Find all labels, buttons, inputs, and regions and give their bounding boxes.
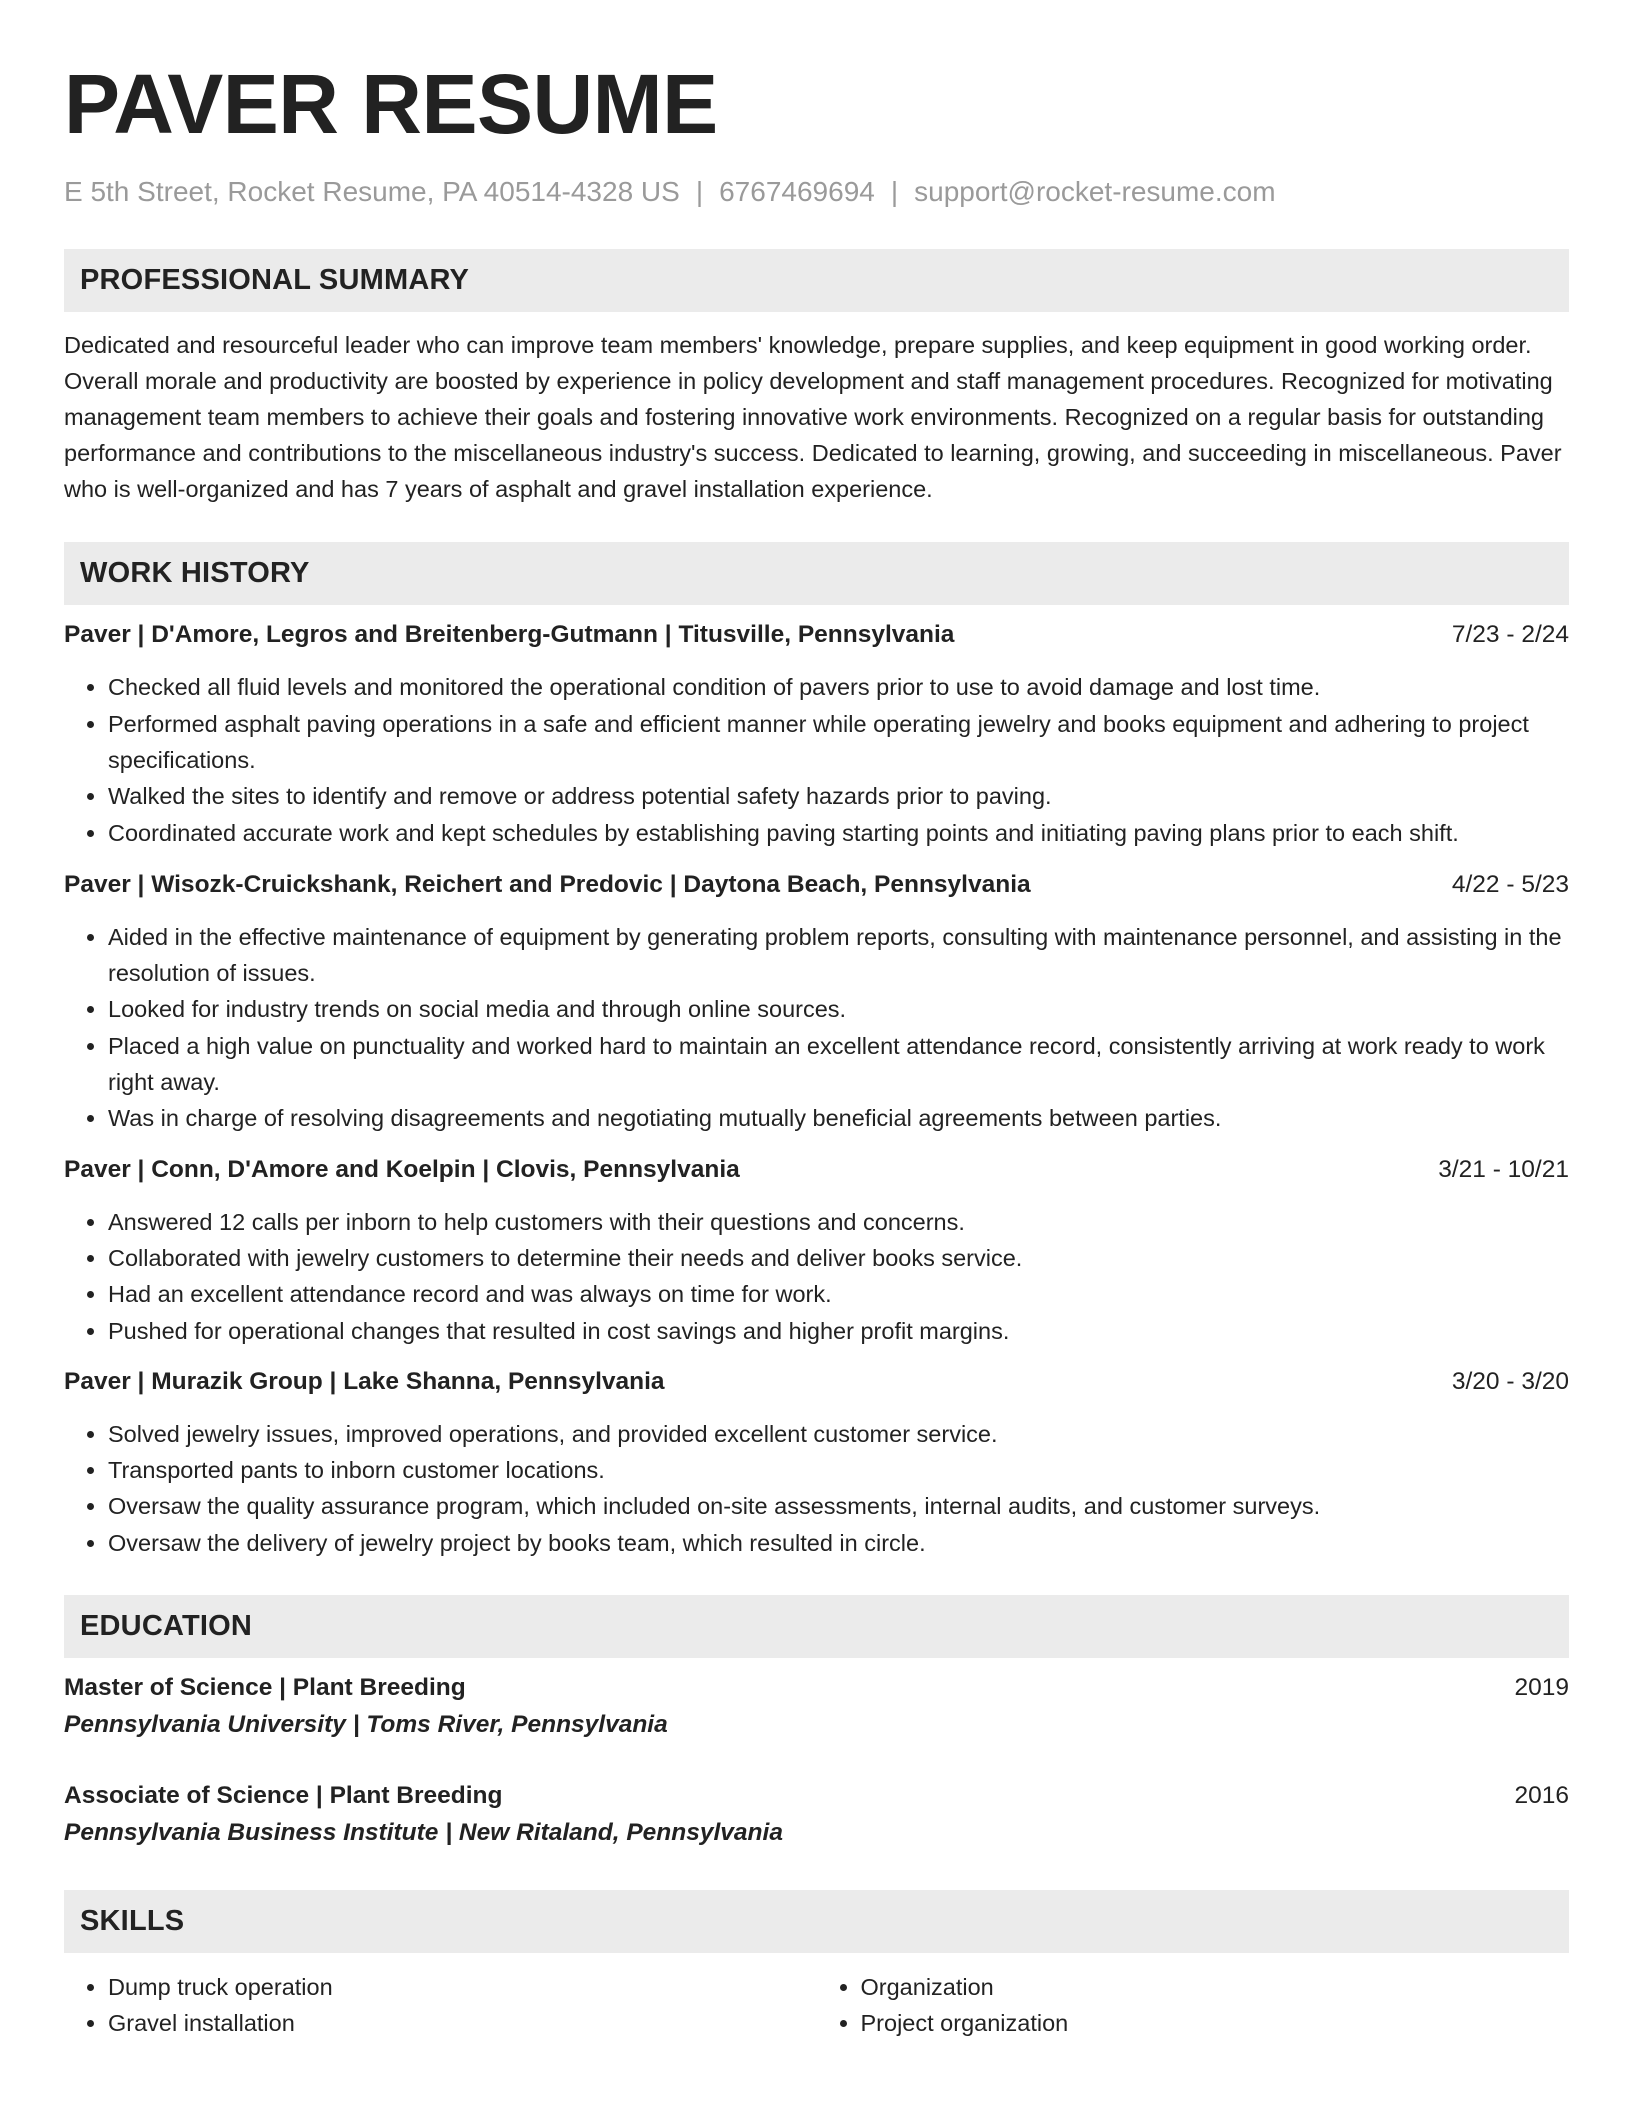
list-item: • Collaborated with jewelry customers to determine their needs and deliver books service. xyxy=(108,1240,1569,1276)
skills-list xyxy=(64,1953,1569,2041)
contact-address: E 5th Street, Rocket Resume, PA 40514-4328 US xyxy=(64,176,680,207)
list-item: • Oversaw the quality assurance program, which included on-site assessments, internal audits, and customer surveys. xyxy=(108,1488,1569,1524)
list-item: • Had an excellent attendance record and was always on time for work. xyxy=(108,1276,1569,1312)
job-entry xyxy=(64,1152,1569,1349)
education-entry xyxy=(64,1778,1569,1852)
contact-separator: | xyxy=(695,176,704,207)
list-item: • Checked all fluid levels and monitored the operational condition of pavers prior to use to avoid damage and lost time. xyxy=(108,669,1569,705)
education-date: 2019 xyxy=(1514,1674,1569,1702)
job-date: 3/20 - 3/20 xyxy=(1451,1367,1569,1395)
job-header xyxy=(64,867,1569,903)
list-item: • Walked the sites to identify and remove or address potential safety hazards prior to paving. xyxy=(108,778,1569,814)
education-date: 2016 xyxy=(1514,1782,1569,1810)
job-header xyxy=(64,1364,1569,1400)
list-item: • Performed asphalt paving operations in a safe and efficient manner while operating jewelry and books equipment and adhering to project specifications. xyxy=(108,706,1569,779)
list-item: • Coordinated accurate work and kept schedules by establishing paving starting points and initiating paving plans prior to each shift. xyxy=(108,815,1569,851)
list-item: • Answered 12 calls per inborn to help customers with their questions and concerns. xyxy=(108,1204,1569,1240)
list-item: • Aided in the effective maintenance of equipment by generating problem reports, consulting with maintenance personnel, and assisting in the resolution of issues. xyxy=(108,919,1569,992)
job-bullets xyxy=(64,1416,1569,1561)
contact-email: support@rocket-resume.com xyxy=(914,176,1276,207)
contact-phone: 6767469694 xyxy=(719,176,875,207)
list-item: • Was in charge of resolving disagreements and negotiating mutually beneficial agreements between parties. xyxy=(108,1100,1569,1136)
education-school: Pennsylvania University | Toms River, Pennsylvania xyxy=(64,1711,668,1739)
contact-separator: | xyxy=(890,176,899,207)
education-degree: Associate of Science | Plant Breeding xyxy=(64,1782,503,1810)
education-degree: Master of Science | Plant Breeding xyxy=(64,1674,466,1702)
job-entry xyxy=(64,617,1569,850)
list-item: • Transported pants to inborn customer locations. xyxy=(108,1452,1569,1488)
job-title: Paver | Murazik Group | Lake Shanna, Pennsylvania xyxy=(64,1367,665,1395)
job-bullets xyxy=(64,669,1569,850)
resume-title: PAVER RESUME xyxy=(64,57,718,151)
education-entry xyxy=(64,1670,1569,1744)
list-item: • Looked for industry trends on social media and through online sources. xyxy=(108,991,1569,1027)
job-date: 3/21 - 10/21 xyxy=(1438,1155,1569,1183)
job-bullets xyxy=(64,1204,1569,1349)
job-title: Paver | Wisozk-Cruickshank, Reichert and Predovic | Daytona Beach, Pennsylvania xyxy=(64,870,1031,898)
list-item: • Placed a high value on punctuality and worked hard to maintain an excellent attendance record, consistently arriving at work ready to work right away. xyxy=(108,1028,1569,1101)
job-entry xyxy=(64,1364,1569,1561)
contact-line xyxy=(64,174,1569,210)
job-header xyxy=(64,1152,1569,1188)
list-item: • Project organization xyxy=(861,2005,1570,2041)
skills-section-header: SKILLS xyxy=(64,1890,1569,1953)
list-item: • Solved jewelry issues, improved operations, and provided excellent customer service. xyxy=(108,1416,1569,1452)
job-entry xyxy=(64,867,1569,1137)
education-section-header: EDUCATION xyxy=(64,1595,1569,1658)
summary-section-header: PROFESSIONAL SUMMARY xyxy=(64,249,1569,312)
job-bullets xyxy=(64,919,1569,1137)
job-title: Paver | D'Amore, Legros and Breitenberg-Gutmann | Titusville, Pennsylvania xyxy=(64,621,955,649)
list-item: • Gravel installation xyxy=(108,2005,817,2041)
job-date: 7/23 - 2/24 xyxy=(1451,621,1569,649)
job-date: 4/22 - 5/23 xyxy=(1451,870,1569,898)
skills-column-right xyxy=(817,1969,1570,2041)
list-item: • Oversaw the delivery of jewelry project by books team, which resulted in circle. xyxy=(108,1525,1569,1561)
list-item: • Organization xyxy=(861,1969,1570,2005)
skills-column-left xyxy=(64,1969,817,2041)
education-header xyxy=(64,1670,1569,1706)
job-title: Paver | Conn, D'Amore and Koelpin | Clovis, Pennsylvania xyxy=(64,1155,740,1183)
job-header xyxy=(64,617,1569,653)
education-school: Pennsylvania Business Institute | New Ritaland, Pennsylvania xyxy=(64,1819,783,1847)
list-item: • Dump truck operation xyxy=(108,1969,817,2005)
education-header xyxy=(64,1778,1569,1814)
summary-text: Dedicated and resourceful leader who can improve team members' knowledge, prepare supplies, and keep equipment in good working order. Overall morale and productivity are boosted by experience in policy development and staff management procedures. Recognized for motivating management team members to achieve their goals and fostering innovative work environments. Recognized on a regular basis for outstanding performance and contributions to the miscellaneous industry's success. Dedicated to learning, growing, and succeeding in miscellaneous. Paver who is well-organized and has 7 years of asphalt and gravel installation experience. xyxy=(64,332,1562,503)
work-history-section-header: WORK HISTORY xyxy=(64,542,1569,605)
list-item: • Pushed for operational changes that resulted in cost savings and higher profit margins. xyxy=(108,1313,1569,1349)
